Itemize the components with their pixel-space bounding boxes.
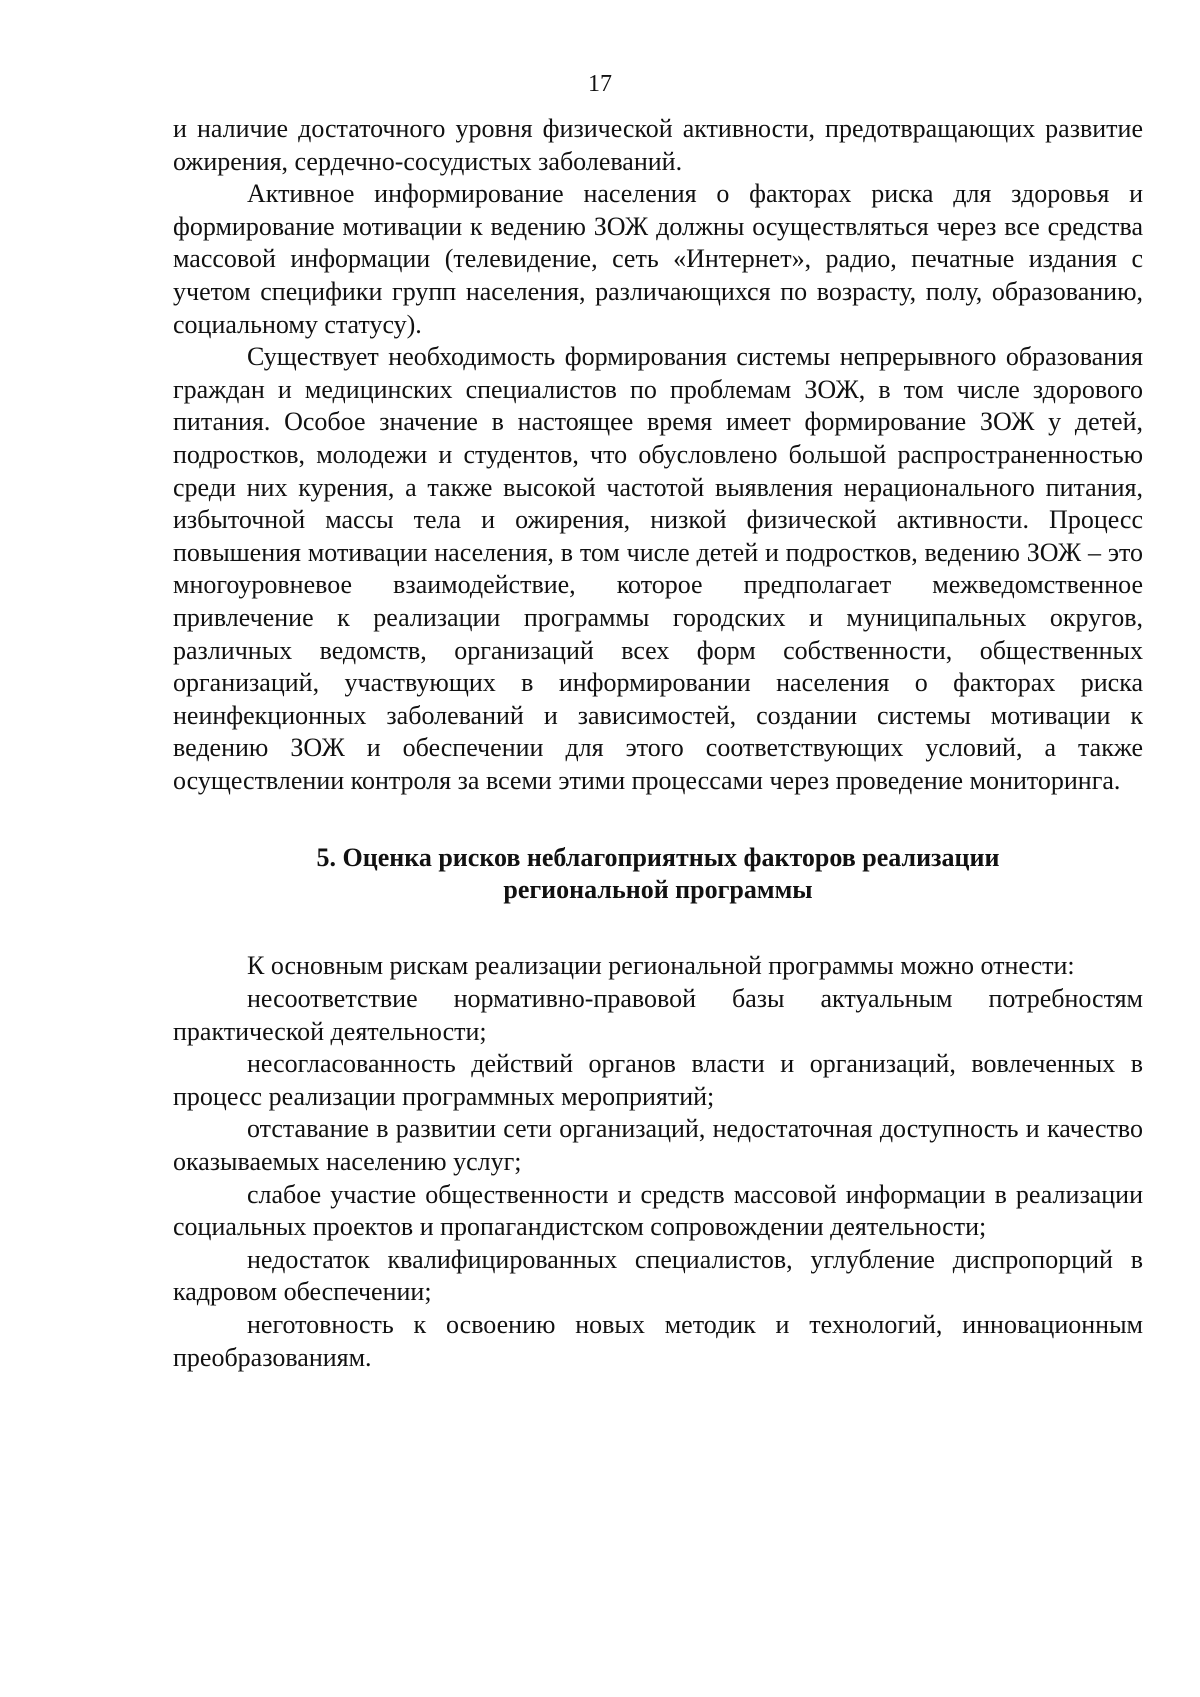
risk-item: слабое участие общественности и средств массовой информации в реализации социальных проектов и пропагандистском сопровождении деятельности;: [173, 1179, 1143, 1242]
risk-item: несогласованность действий органов власти и организаций, вовлеченных в процесс реализации программных мероприятий;: [173, 1049, 1143, 1111]
section-heading-line-2: региональной программы: [503, 875, 813, 905]
paragraph-risks-intro: К основным рискам реализации региональной программы можно отнести:: [247, 951, 1075, 981]
paragraph-continuous-education: Существует необходимость формирования системы непрерывного образования граждан и медицинских специалистов по проблемам ЗОЖ, в том числе здорового питания. Особое значение в настоящее время имеет формирование ЗОЖ у детей, подростков, молодежи и студентов, что обусловлено большой распространенностью среди них курения, а также высокой частотой выявления нерационального питания, избыточной массы тела и ожирения, низкой физической активности. Процесс повышения мотивации населения, в том числе детей и подростков, ведению ЗОЖ – это многоуровневое взаимодействие, которое предполагает межведомственное привлечение к реализации программы городских и муниципальных округов, различных ведомств, организаций всех форм собственности, общественных организаций, участвующих в информировании населения о факторах риска неинфекционных заболеваний и зависимостей, создании системы мотивации к ведению ЗОЖ и обеспечении для этого соответствующих условий, а также осуществлении контроля за всеми этими процессами через проведение мониторинга.: [173, 342, 1143, 795]
page-body: [173, 113, 1143, 1374]
risk-item: неготовность к освоению новых методик и технологий, инновационным преобразованиям.: [173, 1310, 1143, 1372]
risk-item: недостаток квалифицированных специалистов, углубление диспропорций в кадровом обеспечении;: [173, 1244, 1143, 1307]
section-heading: [173, 842, 1143, 906]
risk-item: несоответствие нормативно-правовой базы актуальным потребностям практической деятельности;: [173, 984, 1143, 1046]
paragraph-continuation: и наличие достаточного уровня физической активности, предотвращающих развитие ожирения, сердечно-сосудистых заболеваний.: [173, 114, 1143, 176]
paragraph-informing-population: Активное информирование населения о факторах риска для здоровья и формирование мотивации к ведению ЗОЖ должны осуществляться через все средства массовой информации (телевидение, сеть «Интернет», радио, печатные издания с учетом специфики групп населения, различающихся по возрасту, полу, образованию, социальному статусу).: [173, 179, 1143, 339]
risk-item: отставание в развитии сети организаций, недостаточная доступность и качество оказываемых населению услуг;: [173, 1114, 1143, 1177]
section-heading-line-1: 5. Оценка рисков неблагоприятных факторов реализации: [316, 843, 1000, 873]
page-number: 17: [588, 71, 612, 97]
